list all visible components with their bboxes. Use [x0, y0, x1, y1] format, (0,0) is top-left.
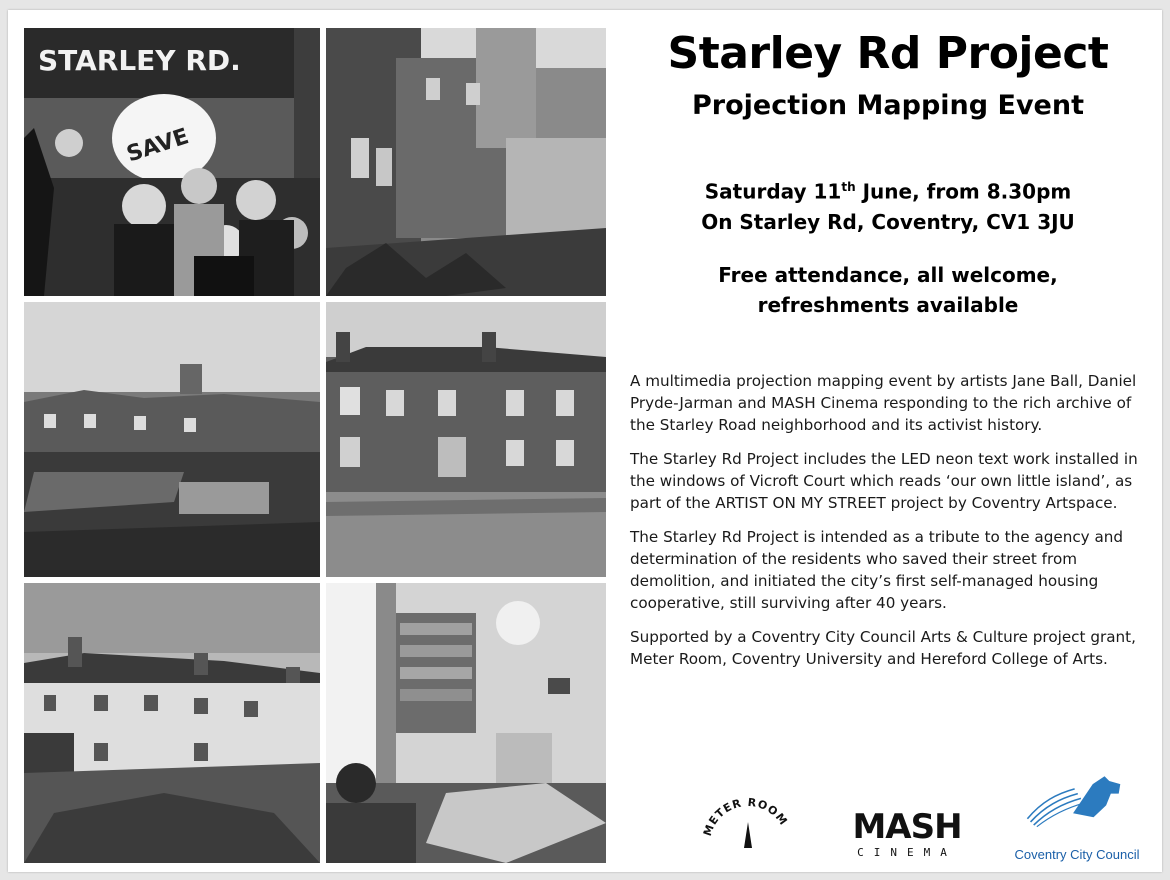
event-date: Saturday 11th June, from 8.30pm — [704, 179, 1072, 204]
council-name: Coventry City Council — [1014, 847, 1140, 862]
mash-wordmark: MASH — [852, 807, 962, 847]
poster-subtitle: Projection Mapping Event — [692, 90, 1084, 121]
cinema-wordmark: CINEMA — [857, 846, 957, 859]
description — [630, 370, 1158, 682]
rooftops-photo — [24, 302, 320, 577]
attendance-info — [618, 260, 1158, 320]
horse-emblem-icon — [1002, 770, 1152, 844]
rear-houses-photo — [24, 583, 320, 863]
paragraph-tribute: The Starley Rd Project is intended as a tribute to the agency and determination of the residents who saved their street from demolition, and initiated the city’s first self-managed housing cooperative, still surviving after 40 years. — [630, 528, 1124, 612]
event-location: On Starley Rd, Coventry, CV1 3JU — [701, 209, 1075, 234]
attendance-line-2: refreshments available — [757, 293, 1019, 317]
terraced-houses-photo — [326, 302, 606, 577]
poster-title: Starley Rd Project — [667, 28, 1109, 79]
meter-room-logo — [700, 792, 796, 852]
protest-photo — [24, 28, 320, 296]
interior-photo — [326, 583, 606, 863]
svg-text:METER ROOM: METER ROOM — [700, 795, 791, 838]
save-text: SAVE — [123, 124, 192, 168]
paragraph-neon-work: The Starley Rd Project includes the LED neon text work installed in the windows of Vicroft Court which reads ‘our own little island’, as part of the ARTIST ON MY STREET project by Coventry Artspace. — [630, 450, 1138, 512]
sign-text: STARLEY RD. — [38, 44, 241, 77]
event-when-where — [618, 172, 1158, 237]
attendance-line-1: Free attendance, all welcome, — [718, 263, 1058, 287]
coventry-city-council-logo — [1002, 770, 1152, 864]
event-poster — [8, 10, 1162, 872]
mash-cinema-logo — [846, 807, 968, 862]
paragraph-intro: A multimedia projection mapping event by artists Jane Ball, Daniel Pryde-Jarman and MASH Cinema responding to the rich archive of the Starley Road neighborhood and its activist history. — [630, 372, 1137, 434]
derelict-alley-photo — [326, 28, 606, 296]
paragraph-supporters: Supported by a Coventry City Council Arts & Culture project grant, Meter Room, Coventry University and Hereford College of Arts. — [630, 628, 1136, 668]
